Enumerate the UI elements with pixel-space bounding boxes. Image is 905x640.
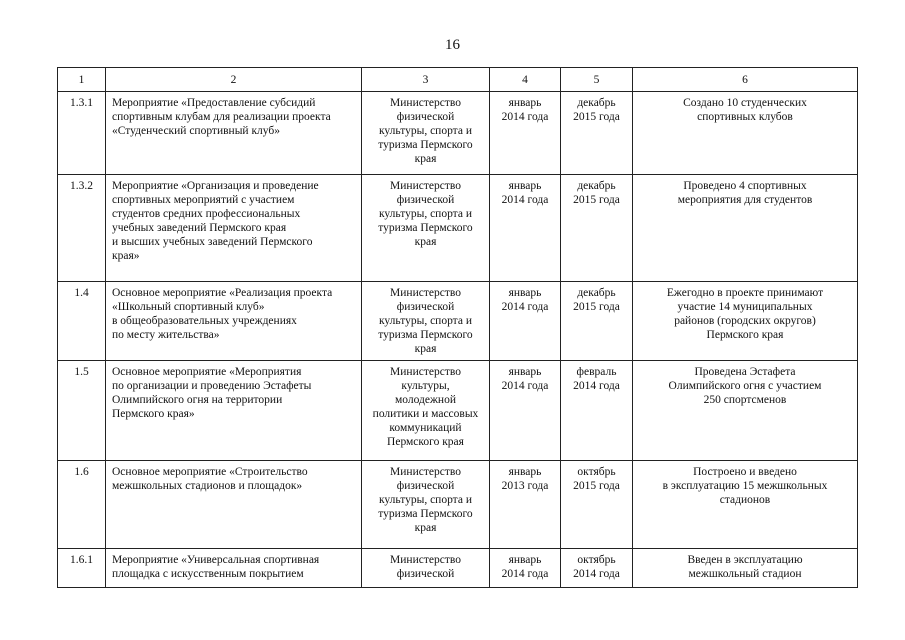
- expected-result: Создано 10 студенческих спортивных клубов: [633, 92, 858, 175]
- executor: Министерство физической культуры, спорта и туризма Пермского края: [362, 92, 490, 175]
- expected-result: Введен в эксплуатацию межшкольный стадион: [633, 549, 858, 588]
- column-header: 2: [106, 68, 362, 92]
- start-date: январь 2013 года: [490, 461, 561, 549]
- start-date: январь 2014 года: [490, 549, 561, 588]
- event-name: Основное мероприятие «Строительство межшкольных стадионов и площадок»: [106, 461, 362, 549]
- executor: Министерство физической культуры, спорта и туризма Пермского края: [362, 282, 490, 361]
- end-date: декабрь 2015 года: [561, 282, 633, 361]
- end-date: октябрь 2014 года: [561, 549, 633, 588]
- column-header: 4: [490, 68, 561, 92]
- column-header: 6: [633, 68, 858, 92]
- start-date: январь 2014 года: [490, 92, 561, 175]
- executor: Министерство физической культуры, спорта и туризма Пермского края: [362, 175, 490, 282]
- executor: Министерство культуры, молодежной политики и массовых коммуникаций Пермского края: [362, 361, 490, 461]
- table-row: [58, 361, 858, 461]
- event-name: Мероприятие «Организация и проведение спортивных мероприятий с участием студентов средних профессиональных учебных заведений Пермского края и высших учебных заведений Пермского края»: [106, 175, 362, 282]
- expected-result: Построено и введено в эксплуатацию 15 межшкольных стадионов: [633, 461, 858, 549]
- row-number: 1.3.2: [58, 175, 106, 282]
- start-date: январь 2014 года: [490, 175, 561, 282]
- expected-result: Проведена Эстафета Олимпийского огня с участием 250 спортсменов: [633, 361, 858, 461]
- event-name: Мероприятие «Предоставление субсидий спортивным клубам для реализации проекта «Студенческий спортивный клуб»: [106, 92, 362, 175]
- table-row: [58, 92, 858, 175]
- event-name: Основное мероприятие «Мероприятия по организации и проведению Эстафеты Олимпийского огня на территории Пермского края»: [106, 361, 362, 461]
- table-row: [58, 282, 858, 361]
- event-name: Основное мероприятие «Реализация проекта «Школьный спортивный клуб» в общеобразовательных учреждениях по месту жительства»: [106, 282, 362, 361]
- page-number: 16: [445, 37, 460, 53]
- end-date: октябрь 2015 года: [561, 461, 633, 549]
- start-date: январь 2014 года: [490, 361, 561, 461]
- column-header: 3: [362, 68, 490, 92]
- row-number: 1.6.1: [58, 549, 106, 588]
- end-date: декабрь 2015 года: [561, 92, 633, 175]
- end-date: февраль 2014 года: [561, 361, 633, 461]
- event-name: Мероприятие «Универсальная спортивная площадка с искусственным покрытием: [106, 549, 362, 588]
- table-header-row: [58, 68, 858, 92]
- expected-result: Проведено 4 спортивных мероприятия для студентов: [633, 175, 858, 282]
- end-date: декабрь 2015 года: [561, 175, 633, 282]
- column-header: 1: [58, 68, 106, 92]
- executor: Министерство физической: [362, 549, 490, 588]
- column-header: 5: [561, 68, 633, 92]
- table-row: [58, 461, 858, 549]
- program-table: [57, 67, 858, 588]
- row-number: 1.4: [58, 282, 106, 361]
- executor: Министерство физической культуры, спорта и туризма Пермского края: [362, 461, 490, 549]
- row-number: 1.5: [58, 361, 106, 461]
- start-date: январь 2014 года: [490, 282, 561, 361]
- row-number: 1.6: [58, 461, 106, 549]
- expected-result: Ежегодно в проекте принимают участие 14 муниципальных районов (городских округов) Пермского края: [633, 282, 858, 361]
- table-row: [58, 175, 858, 282]
- table-row: [58, 549, 858, 588]
- row-number: 1.3.1: [58, 92, 106, 175]
